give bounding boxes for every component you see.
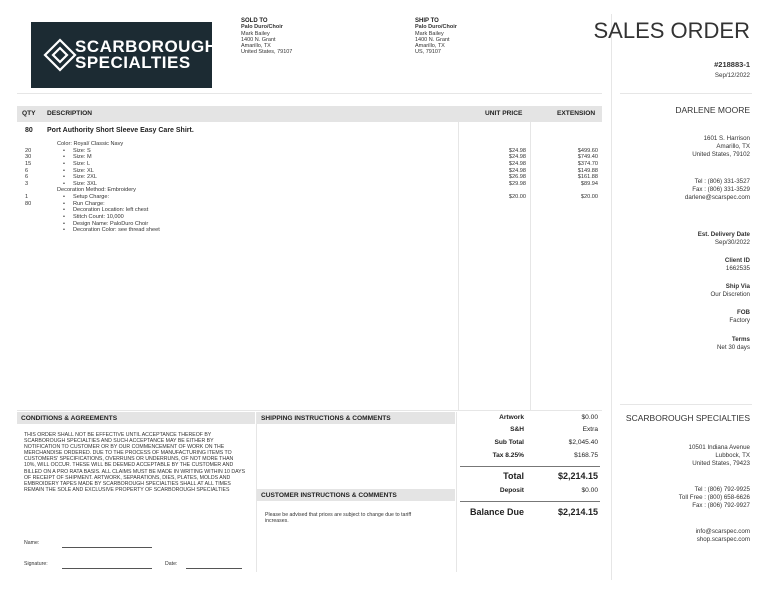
contact-tel: Tel : (806) 331-3527 bbox=[694, 178, 750, 185]
name-line[interactable] bbox=[62, 547, 152, 548]
company-fax: Fax : (806) 792-9927 bbox=[692, 502, 750, 509]
column-divider bbox=[530, 122, 531, 410]
extension-column bbox=[540, 141, 598, 234]
company-tel: Tel : (806) 792-9925 bbox=[694, 486, 750, 493]
table-cell: $374.70 bbox=[577, 160, 598, 167]
table-cell bbox=[540, 207, 598, 214]
table-cell: $24.98 bbox=[508, 147, 526, 154]
extension-header: EXTENSION bbox=[557, 110, 596, 117]
table-cell: • Decoration Color: see thread sheet bbox=[57, 227, 357, 234]
table-cell: $149.88 bbox=[577, 167, 598, 174]
table-cell: $24.98 bbox=[508, 154, 526, 161]
panel-divider bbox=[620, 93, 752, 94]
description-column bbox=[57, 141, 357, 234]
total-divider bbox=[460, 466, 600, 467]
table-cell: $499.60 bbox=[577, 147, 598, 154]
contact-phones bbox=[685, 178, 750, 202]
table-cell: $26.98 bbox=[508, 174, 526, 181]
table-cell: • Design Name: PaloDuro Choir bbox=[57, 221, 357, 228]
table-cell: $749.40 bbox=[577, 154, 598, 161]
table-cell: • Run Charge: bbox=[57, 201, 357, 208]
items-table-header bbox=[17, 106, 602, 122]
table-cell bbox=[540, 201, 598, 208]
ship-to-name: Palo Duro/Choir bbox=[415, 24, 457, 31]
item-qty: 80 bbox=[25, 127, 33, 134]
table-cell: 6 bbox=[25, 167, 29, 174]
table-cell: $24.98 bbox=[508, 160, 526, 167]
company-logo bbox=[31, 22, 218, 88]
qty-header: QTY bbox=[22, 110, 36, 117]
table-cell bbox=[468, 227, 526, 234]
table-cell bbox=[468, 141, 526, 148]
table-cell bbox=[468, 221, 526, 228]
table-cell bbox=[540, 214, 598, 221]
contact-name: DARLENE MOORE bbox=[675, 105, 750, 115]
customer-heading: CUSTOMER INSTRUCTIONS & COMMENTS bbox=[261, 492, 397, 499]
table-cell: • Size: 2XL bbox=[57, 174, 357, 181]
table-cell: $20.00 bbox=[580, 194, 598, 201]
table-cell: • Decoration Location: left chest bbox=[57, 207, 357, 214]
qty-column bbox=[25, 141, 45, 234]
contact-address: 1601 S. Harrison Amarillo, TX United States, 79102 bbox=[692, 135, 750, 158]
company-contact bbox=[696, 528, 750, 544]
logo-text: SCARBOROUGH SPECIALTIES bbox=[75, 37, 218, 72]
table-cell: • Size: L bbox=[57, 161, 357, 168]
field-terms: Terms Net 30 days bbox=[716, 336, 750, 351]
table-cell: Decoration Method: Embroidery bbox=[57, 187, 136, 194]
table-cell bbox=[25, 141, 45, 148]
table-cell bbox=[468, 214, 526, 221]
table-cell bbox=[25, 214, 45, 221]
artwork-row: Artwork $0.00 bbox=[499, 414, 598, 421]
table-cell bbox=[25, 221, 45, 228]
order-number: #218883-1 bbox=[714, 60, 750, 69]
name-label: Name: bbox=[24, 540, 40, 546]
company-name: SCARBOROUGH SPECIALTIES bbox=[625, 413, 750, 423]
right-panel-divider bbox=[611, 14, 612, 580]
contact-fax: Fax : (806) 331-3529 bbox=[692, 186, 750, 193]
field-ship-via: Ship Via Our Discretion bbox=[710, 283, 750, 298]
table-cell: Color: Royal/ Classic Navy bbox=[57, 141, 124, 147]
company-phones bbox=[679, 486, 750, 510]
table-cell: 20 bbox=[25, 147, 32, 154]
column-divider bbox=[456, 412, 457, 572]
table-cell: 30 bbox=[25, 154, 32, 161]
document-title: SALES ORDER bbox=[593, 18, 750, 43]
sold-to-heading: SOLD TO bbox=[241, 18, 268, 24]
header-divider bbox=[17, 93, 602, 94]
ship-to-heading: SHIP TO bbox=[415, 18, 439, 24]
table-cell bbox=[540, 141, 598, 148]
table-cell bbox=[468, 207, 526, 214]
contact-email[interactable]: darlene@scarspec.com bbox=[684, 194, 750, 201]
table-cell: $29.98 bbox=[508, 180, 526, 187]
company-email[interactable]: info@scarspec.com bbox=[695, 528, 750, 535]
customer-bar bbox=[257, 489, 455, 501]
conditions-heading: CONDITIONS & AGREEMENTS bbox=[21, 415, 118, 422]
balance-divider bbox=[460, 501, 600, 502]
table-cell: 6 bbox=[25, 174, 29, 181]
table-cell: 15 bbox=[25, 160, 32, 167]
company-address: 10501 Indiana Avenue Lubbock, TX United States, 79423 bbox=[688, 444, 750, 467]
table-cell bbox=[540, 227, 598, 234]
table-cell: 1 bbox=[25, 194, 29, 201]
table-cell: $24.98 bbox=[508, 167, 526, 174]
shipping-bar bbox=[257, 412, 455, 424]
field-fob: FOB Factory bbox=[729, 309, 750, 324]
company-tollfree: Toll Free : (800) 658-6626 bbox=[678, 494, 750, 501]
unit-price-column bbox=[468, 141, 526, 234]
shipping-heading: SHIPPING INSTRUCTIONS & COMMENTS bbox=[261, 415, 391, 422]
conditions-bar bbox=[17, 412, 255, 424]
table-cell: • Size: XL bbox=[57, 168, 357, 175]
table-cell bbox=[540, 221, 598, 228]
field-client-id: Client ID 1662535 bbox=[724, 257, 750, 272]
logo-diamond-icon bbox=[41, 36, 79, 74]
signature-line[interactable] bbox=[62, 568, 152, 569]
sold-to-block: SOLD TO Palo Duro/Choir Mark Bailey 1400 N. Grant Amarillo, TX United States, 79107 bbox=[241, 18, 293, 56]
table-cell: • Size: M bbox=[57, 154, 357, 161]
table-cell bbox=[25, 207, 45, 214]
signature-label: Signature: bbox=[24, 561, 48, 567]
bottom-divider bbox=[17, 410, 602, 411]
table-cell bbox=[468, 201, 526, 208]
description-header: DESCRIPTION bbox=[47, 110, 93, 117]
table-cell: • Stitch Count: 10,000 bbox=[57, 214, 357, 221]
order-date: Sep/12/2022 bbox=[714, 72, 750, 79]
conditions-text: THIS ORDER SHALL NOT BE EFFECTIVE UNTIL ACCEPTANCE THEREOF BY SCARBOROUGH SPECIALTIES AND SUCH ACCEPTANCE MAY BE EITHER BY NOTIFICATION TO CUSTOMER OR BY OUR COMMENCEMENT OF WORK ON THE MERCHANDISE ORDERED. DUE TO THE PROCESS OF MANUFACTURING ITEMS TO CUSTOMERS' SPECIFICATIONS, OVERRUNS OR UNDERRUNS, OF NOT MORE THAN 10%, WILL OCCUR. THESE WILL BE DEEMED ACCEPTABLE BY THE CUSTOMER AND BILLED ON A PRO RATA BASIS. ALL CLAIMS MUST BE MADE IN WRITING WITHIN 10 DAYS OF RECEIPT OF SHIPMENT. ARTWORK, SEPARATIONS, DIES, PLATES, MOLDS AND EMBROIDERY TAPES MADE BY SCARBOROUGH SPECIALTIES SHALL AT ALL TIMES REMAIN THE SOLE AND EXCLUSIVE PROPERTY OF SCARBOROUGH SPECIALTIES bbox=[24, 432, 246, 493]
sold-to-name: Palo Duro/Choir bbox=[241, 24, 283, 31]
table-cell bbox=[468, 187, 526, 194]
table-cell: • Setup Charge: bbox=[57, 194, 357, 201]
table-cell bbox=[540, 187, 598, 194]
table-cell: $89.94 bbox=[580, 180, 598, 187]
table-cell: $20.00 bbox=[508, 194, 526, 201]
table-cell: • Size: 3XL bbox=[57, 181, 357, 188]
date-label: Date: bbox=[165, 561, 178, 567]
table-cell: 80 bbox=[25, 200, 32, 207]
item-title: Port Authority Short Sleeve Easy Care Shirt. bbox=[47, 127, 194, 134]
unit-price-header: UNIT PRICE bbox=[485, 110, 523, 117]
panel-divider bbox=[620, 404, 752, 405]
table-cell bbox=[25, 227, 45, 234]
column-divider bbox=[458, 122, 459, 410]
field-delivery: Est. Delivery Date Sep/30/2022 bbox=[697, 231, 750, 246]
table-cell: $161.88 bbox=[577, 174, 598, 181]
table-cell bbox=[25, 187, 45, 194]
ship-to-block: SHIP TO Palo Duro/Choir Mark Bailey 1400 N. Grant Amarillo, TX US, 79107 bbox=[415, 18, 457, 56]
date-line[interactable] bbox=[186, 568, 242, 569]
table-cell: 3 bbox=[25, 180, 29, 187]
company-web[interactable]: shop.scarspec.com bbox=[696, 536, 750, 543]
table-cell: • Size: S bbox=[57, 148, 357, 155]
customer-text: Please be advised that prices are subject to change due to tariff increases. bbox=[265, 512, 412, 525]
